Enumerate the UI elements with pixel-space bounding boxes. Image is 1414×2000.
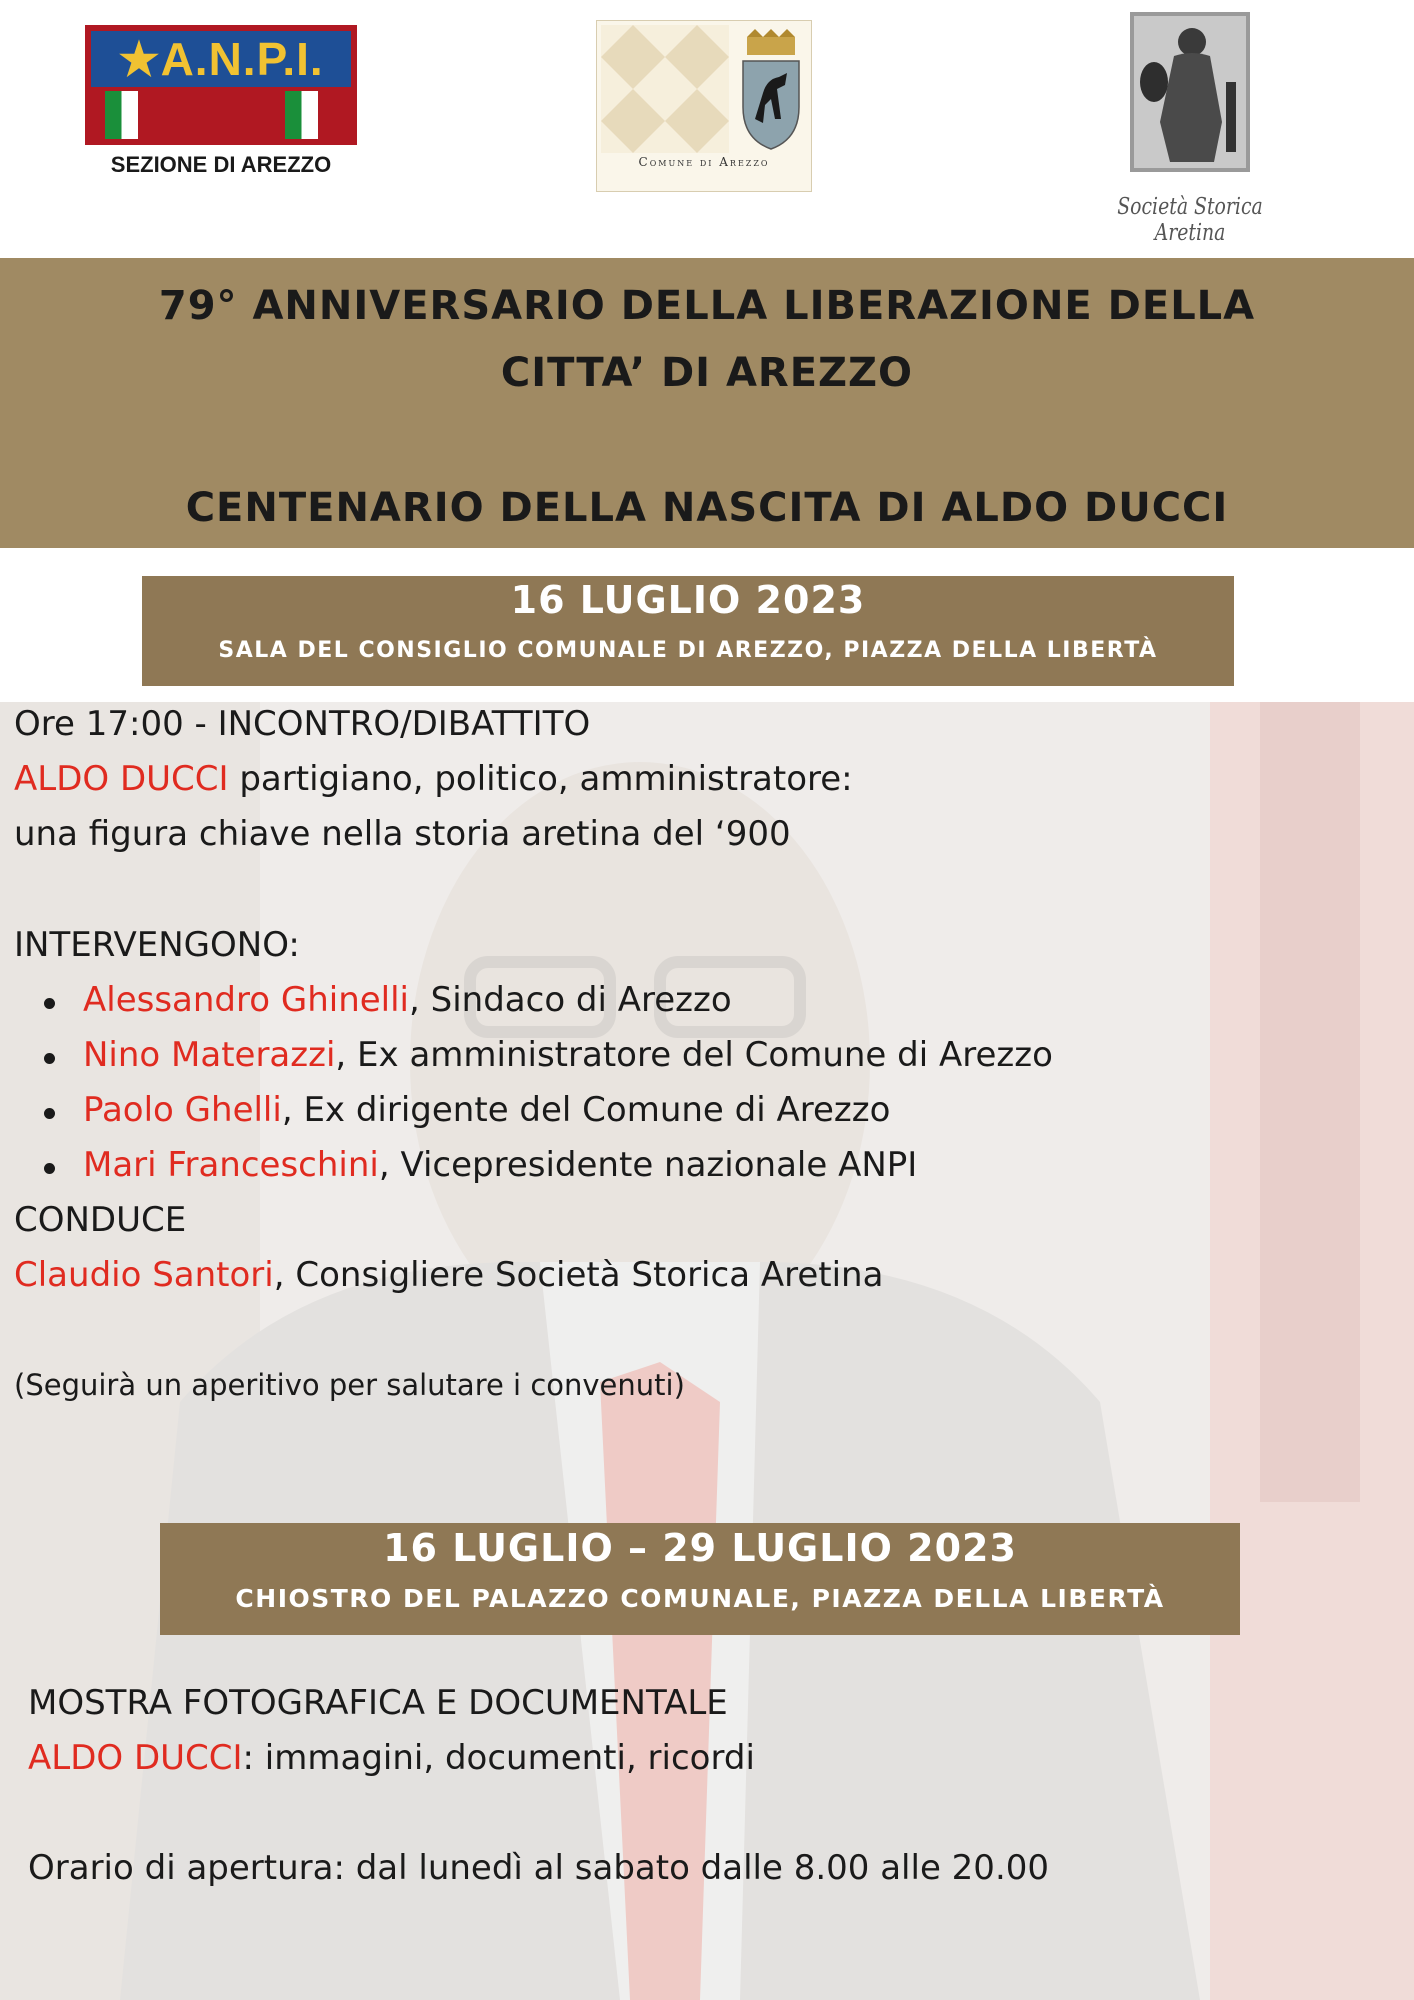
- statue-engraving-icon: [1130, 12, 1250, 172]
- horse-crest-icon: [737, 27, 805, 153]
- comune-arezzo-logo: [596, 20, 812, 192]
- subject-desc: : immagini, documenti, ricordi: [242, 1738, 755, 1778]
- event1-date: 16 LUGLIO 2023: [510, 578, 866, 622]
- page-subtitle: CENTENARIO DELLA NASCITA DI ALDO DUCCI: [185, 485, 1229, 531]
- bullet-icon: [44, 998, 55, 1009]
- comune-logo-label: Comune di Arezzo: [638, 155, 770, 169]
- societa-storica-logo: [1090, 12, 1290, 246]
- speaker-role: , Ex dirigente del Comune di Arezzo: [281, 1090, 891, 1130]
- event1-note: (Seguirà un aperitivo per salutare i convenuti): [14, 1368, 685, 1402]
- host-role: , Consigliere Società Storica Aretina: [273, 1255, 884, 1295]
- bullet-icon: [44, 1108, 55, 1119]
- speaker-name: Alessandro Ghinelli: [83, 980, 410, 1020]
- speaker-role: , Ex amministratore del Comune di Arezzo: [335, 1035, 1053, 1075]
- speaker-item: [83, 1145, 917, 1185]
- anpi-logo-subtitle: SEZIONE DI AREZZO: [110, 152, 332, 177]
- event2-heading: [160, 1523, 1240, 1635]
- event1-time-title: Ore 17:00 - INCONTRO/DIBATTITO: [14, 704, 591, 744]
- event1-heading: [142, 576, 1234, 686]
- speakers-label: INTERVENGONO:: [14, 925, 300, 965]
- flag-icon: [105, 91, 155, 139]
- event1-subject-line-2: una figura chiave nella storia aretina del ‘900: [14, 814, 791, 854]
- bullet-icon: [44, 1163, 55, 1174]
- event2-hours: Orario di apertura: dal lunedì al sabato dalle 8.00 alle 20.00: [28, 1848, 1050, 1888]
- event2-date: 16 LUGLIO – 29 LUGLIO 2023: [383, 1526, 1017, 1570]
- speaker-name: Nino Materazzi: [83, 1035, 336, 1075]
- event2-subject: [28, 1738, 755, 1778]
- lozenge-pattern-icon: [601, 25, 729, 153]
- host-name: Claudio Santori: [14, 1255, 274, 1295]
- speaker-item: [83, 1090, 890, 1130]
- event1-subject: [14, 759, 853, 799]
- speaker-name: Paolo Ghelli: [83, 1090, 282, 1130]
- event1-place: SALA DEL CONSIGLIO COMUNALE DI AREZZO, PIAZZA DELLA LIBERTÀ: [218, 638, 1158, 663]
- flag-stripe: [196, 91, 246, 139]
- anpi-logo: [85, 25, 357, 182]
- bullet-icon: [44, 1053, 55, 1064]
- speaker-name: Mari Franceschini: [83, 1145, 379, 1185]
- event2-place: CHIOSTRO DEL PALAZZO COMUNALE, PIAZZA DELLA LIBERTÀ: [235, 1584, 1165, 1613]
- speaker-item: [83, 1035, 1053, 1075]
- subject-name: ALDO DUCCI: [14, 759, 229, 799]
- page-title-line-1: 79° ANNIVERSARIO DELLA LIBERAZIONE DELLA: [158, 283, 1256, 329]
- host-line: [14, 1255, 883, 1295]
- subject-name: ALDO DUCCI: [28, 1738, 243, 1778]
- speaker-item: [83, 980, 732, 1020]
- host-label: CONDUCE: [14, 1200, 187, 1240]
- anpi-logo-title: ★A.N.P.I.: [118, 33, 324, 85]
- subject-desc: partigiano, politico, amministratore:: [228, 759, 853, 799]
- speaker-role: , Vicepresidente nazionale ANPI: [378, 1145, 918, 1185]
- page-title-line-2: CITTA’ DI AREZZO: [500, 350, 914, 396]
- societa-logo-label: Società Storica Aretina: [1117, 194, 1263, 246]
- aldo-ducci-photo: [0, 702, 1414, 2000]
- speaker-role: , Sindaco di Arezzo: [409, 980, 732, 1020]
- flag-icon: [285, 91, 335, 139]
- event2-title: MOSTRA FOTOGRAFICA E DOCUMENTALE: [28, 1683, 728, 1723]
